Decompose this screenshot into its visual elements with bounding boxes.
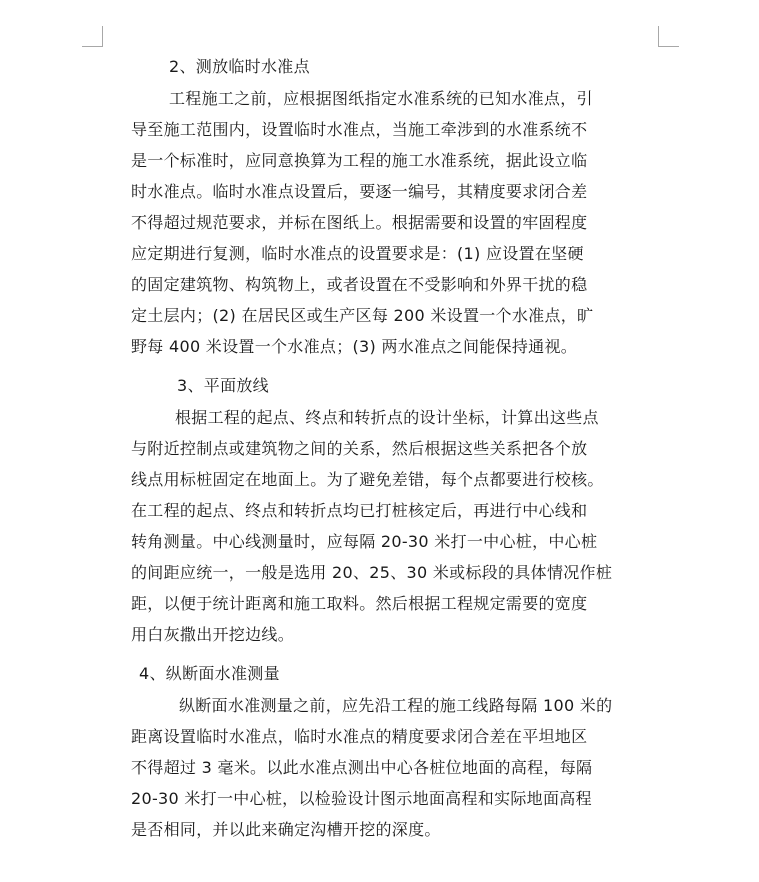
paragraph-line: 纵断面水准测量之前，应先沿工程的施工线路每隔 100 米的 xyxy=(179,696,613,715)
paragraph-line: 线点用标桩固定在地面上。为了避免差错，每个点都要进行校核。 xyxy=(131,470,604,489)
paragraph-line: 与附近控制点或建筑物之间的关系，然后根据这些关系把各个放 xyxy=(131,439,588,458)
paragraph-line: 野每 400 米设置一个水准点；(3) 两水准点之间能保持通视。 xyxy=(131,337,578,356)
paragraph-line: 用白灰撒出开挖边线。 xyxy=(131,625,295,644)
crop-mark-top-left-vertical xyxy=(102,26,103,47)
section-heading: 2、测放临时水准点 xyxy=(169,57,310,76)
paragraph-line: 时水准点。临时水准点设置后，要逐一编号，其精度要求闭合差 xyxy=(131,182,588,201)
paragraph-line: 转角测量。中心线测量时，应每隔 20-30 米打一中心桩，中心桩 xyxy=(131,532,598,551)
crop-mark-top-right-vertical xyxy=(658,26,659,47)
crop-mark-top-left-horizontal xyxy=(82,46,103,47)
paragraph-line: 距，以便于统计距离和施工取料。然后根据工程规定需要的宽度 xyxy=(131,594,588,613)
paragraph-line: 定土层内；(2) 在居民区或生产区每 200 米设置一个水准点，旷 xyxy=(131,306,594,325)
paragraph-line: 是否相同，并以此来确定沟槽开挖的深度。 xyxy=(131,820,441,839)
paragraph-line: 的固定建筑物、构筑物上，或者设置在不受影响和外界干扰的稳 xyxy=(131,275,588,294)
paragraph-line: 工程施工之前，应根据图纸指定水准系统的已知水准点，引 xyxy=(169,89,593,108)
paragraph-line: 导至施工范围内，设置临时水准点，当施工牵涉到的水准系统不 xyxy=(131,120,588,139)
paragraph-line: 在工程的起点、终点和转折点均已打桩核定后，再进行中心线和 xyxy=(131,501,588,520)
section-heading: 3、平面放线 xyxy=(177,376,269,395)
paragraph-line: 应定期进行复测，临时水准点的设置要求是：(1) 应设置在坚硬 xyxy=(131,244,584,263)
paragraph-line: 根据工程的起点、终点和转折点的设计坐标，计算出这些点 xyxy=(175,408,599,427)
paragraph-line: 距离设置临时水准点，临时水准点的精度要求闭合差在平坦地区 xyxy=(131,727,588,746)
paragraph-line: 是一个标准时，应同意换算为工程的施工水准系统，据此设立临 xyxy=(131,151,588,170)
section-heading: 4、纵断面水准测量 xyxy=(139,664,280,683)
paragraph-line: 不得超过规范要求，并标在图纸上。根据需要和设置的牢固程度 xyxy=(131,213,588,232)
paragraph-line: 不得超过 3 毫米。以此水准点测出中心各桩位地面的高程，每隔 xyxy=(131,758,593,777)
crop-mark-top-right-horizontal xyxy=(658,46,679,47)
paragraph-line: 的间距应统一，一般是选用 20、25、30 米或标段的具体情况作桩 xyxy=(131,563,613,582)
paragraph-line: 20-30 米打一中心桩，以检验设计图示地面高程和实际地面高程 xyxy=(131,789,592,808)
